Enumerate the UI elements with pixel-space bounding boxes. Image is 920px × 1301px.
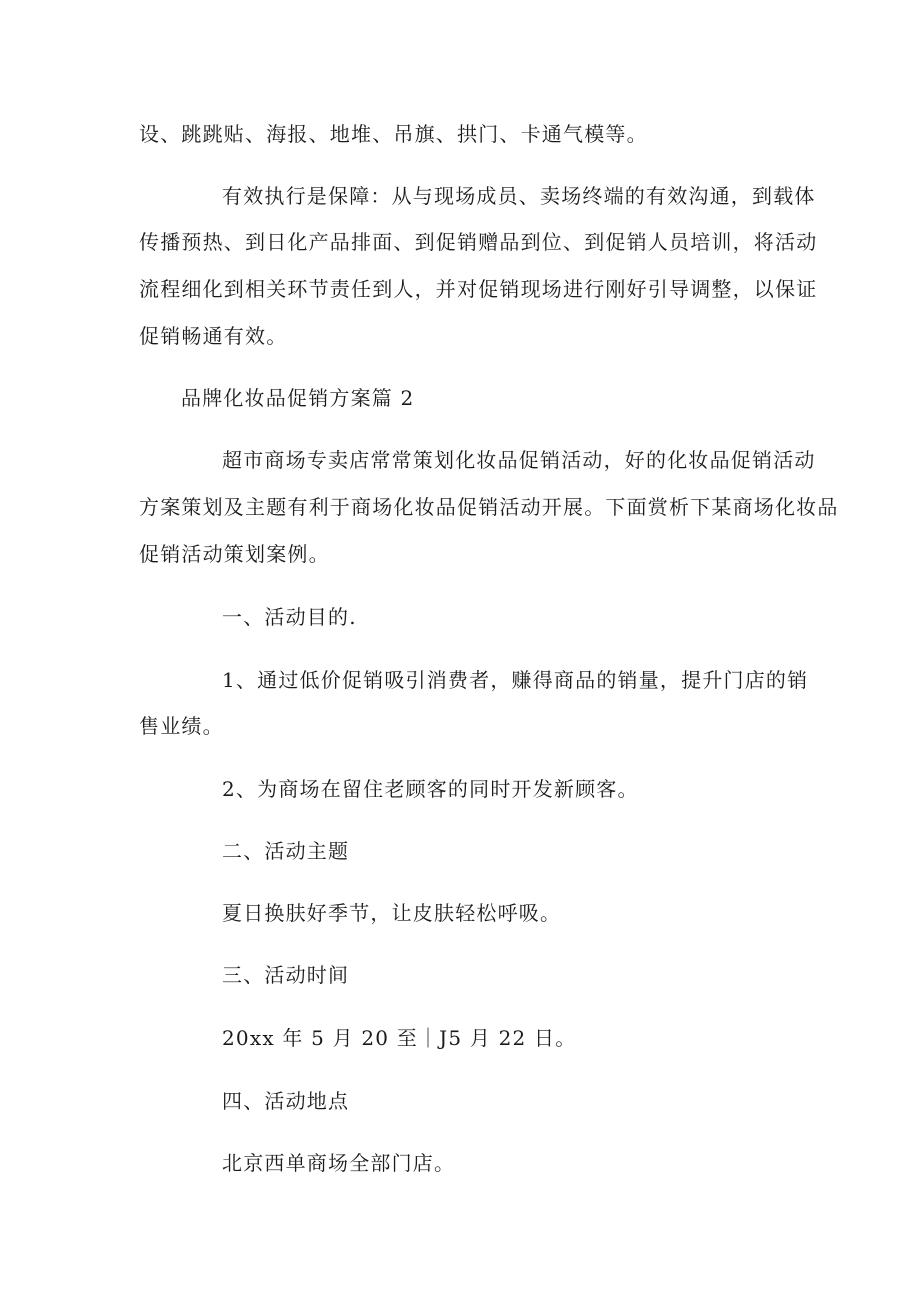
paragraph-continuation: 设、跳跳贴、海报、地堆、吊旗、拱门、卡通气模等。	[139, 122, 648, 146]
section-title: 一、活动目的.	[222, 605, 357, 629]
section-text: 北京西单商场全部门店。	[222, 1151, 456, 1175]
section-title: 二、活动主题	[222, 839, 350, 863]
list-item: 2、为商场在留住老顾客的同时开发新顾客。	[222, 777, 639, 801]
paragraph-line: 超市商场专卖店常常策划化妆品促销活动，好的化妆品促销活动	[222, 448, 816, 472]
section-heading: 品牌化妆品促销方案篇 2	[181, 386, 415, 410]
section-title: 四、活动地点	[222, 1089, 350, 1113]
section-title: 三、活动时间	[222, 963, 350, 987]
section-text: 20xx 年 5 月 20 至｜J5 月 22 日。	[222, 1026, 577, 1050]
list-item-line: 1、通过低价促销吸引消费者，赚得商品的销量，提升门店的销	[222, 668, 809, 692]
list-item-line: 售业绩。	[139, 714, 224, 738]
paragraph-line: 促销畅通有效。	[139, 324, 288, 348]
paragraph-line: 促销活动策划案例。	[139, 542, 330, 566]
paragraph-line: 传播预热、到日化产品排面、到促销赠品到位、到促销人员培训，将活动	[139, 230, 818, 254]
section-text: 夏日换肤好季节，让皮肤轻松呼吸。	[222, 901, 562, 925]
paragraph-line: 流程细化到相关环节责任到人，并对促销现场进行刚好引导调整，以保证	[139, 277, 818, 301]
paragraph-line: 有效执行是保障：从与现场成员、卖场终端的有效沟通，到载体	[222, 184, 816, 208]
paragraph-line: 方案策划及主题有利于商场化妆品促销活动开展。下面赏析下某商场化妆品	[139, 495, 839, 519]
